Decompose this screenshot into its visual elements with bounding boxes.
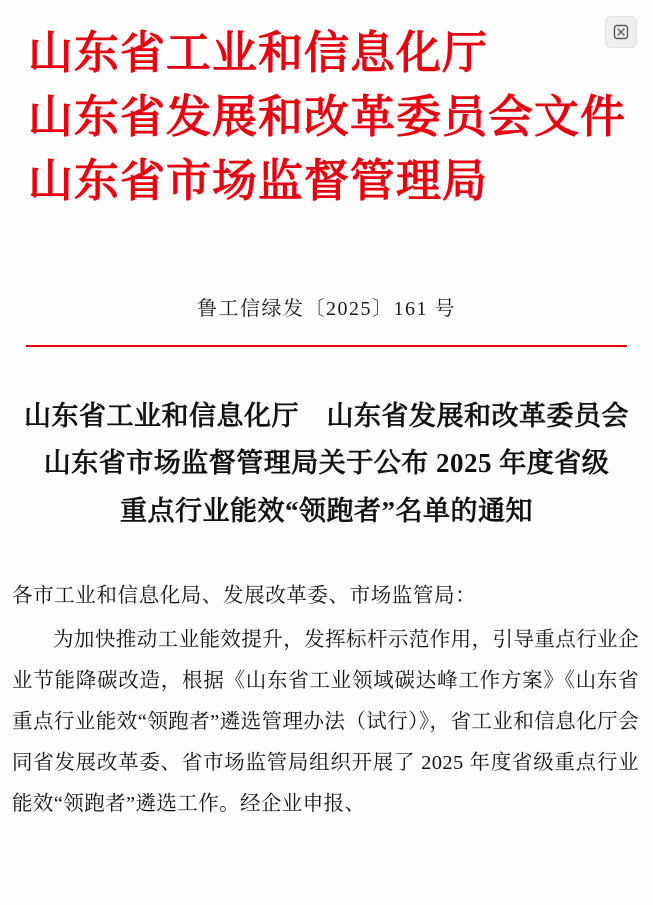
masthead-line-1: 山东省工业和信息化厅 [28, 28, 489, 78]
title-line-3: 重点行业能效“领跑者”名单的通知 [120, 495, 533, 526]
masthead-line-3: 山东省市场监督管理局 [28, 155, 489, 206]
title-line-1: 山东省工业和信息化厅 山东省发展和改革委员会 [24, 401, 629, 432]
document-number: 鲁工信绿发〔2025〕161 号 [197, 297, 456, 320]
document-title [0, 393, 653, 535]
masthead [0, 0, 653, 214]
red-divider-rule [26, 345, 627, 348]
close-expand-icon[interactable] [605, 16, 637, 48]
body-paragraph: 为加快推动工业能效提升，发挥标杆示范作用，引导重点行业企业节能降碳改造，根据《山东省工业领域碳达峰工作方案》《山东省重点行业能效“领跑者”遴选管理办法（试行）》，省工业和信息化厅会同省发展改革委、省市场监管局组织开展了 2025 年度省级重点行业能效“领跑者”遴选工作。经企业申报、 [12, 628, 639, 815]
title-line-2: 山东省市场监督管理局关于公布 2025 年度省级 [43, 448, 610, 479]
document-body [0, 577, 653, 825]
masthead-line-2: 山东省发展和改革委员会文件 [28, 91, 627, 142]
salutation: 各市工业和信息化局、发展改革委、市场监管局： [12, 584, 477, 607]
